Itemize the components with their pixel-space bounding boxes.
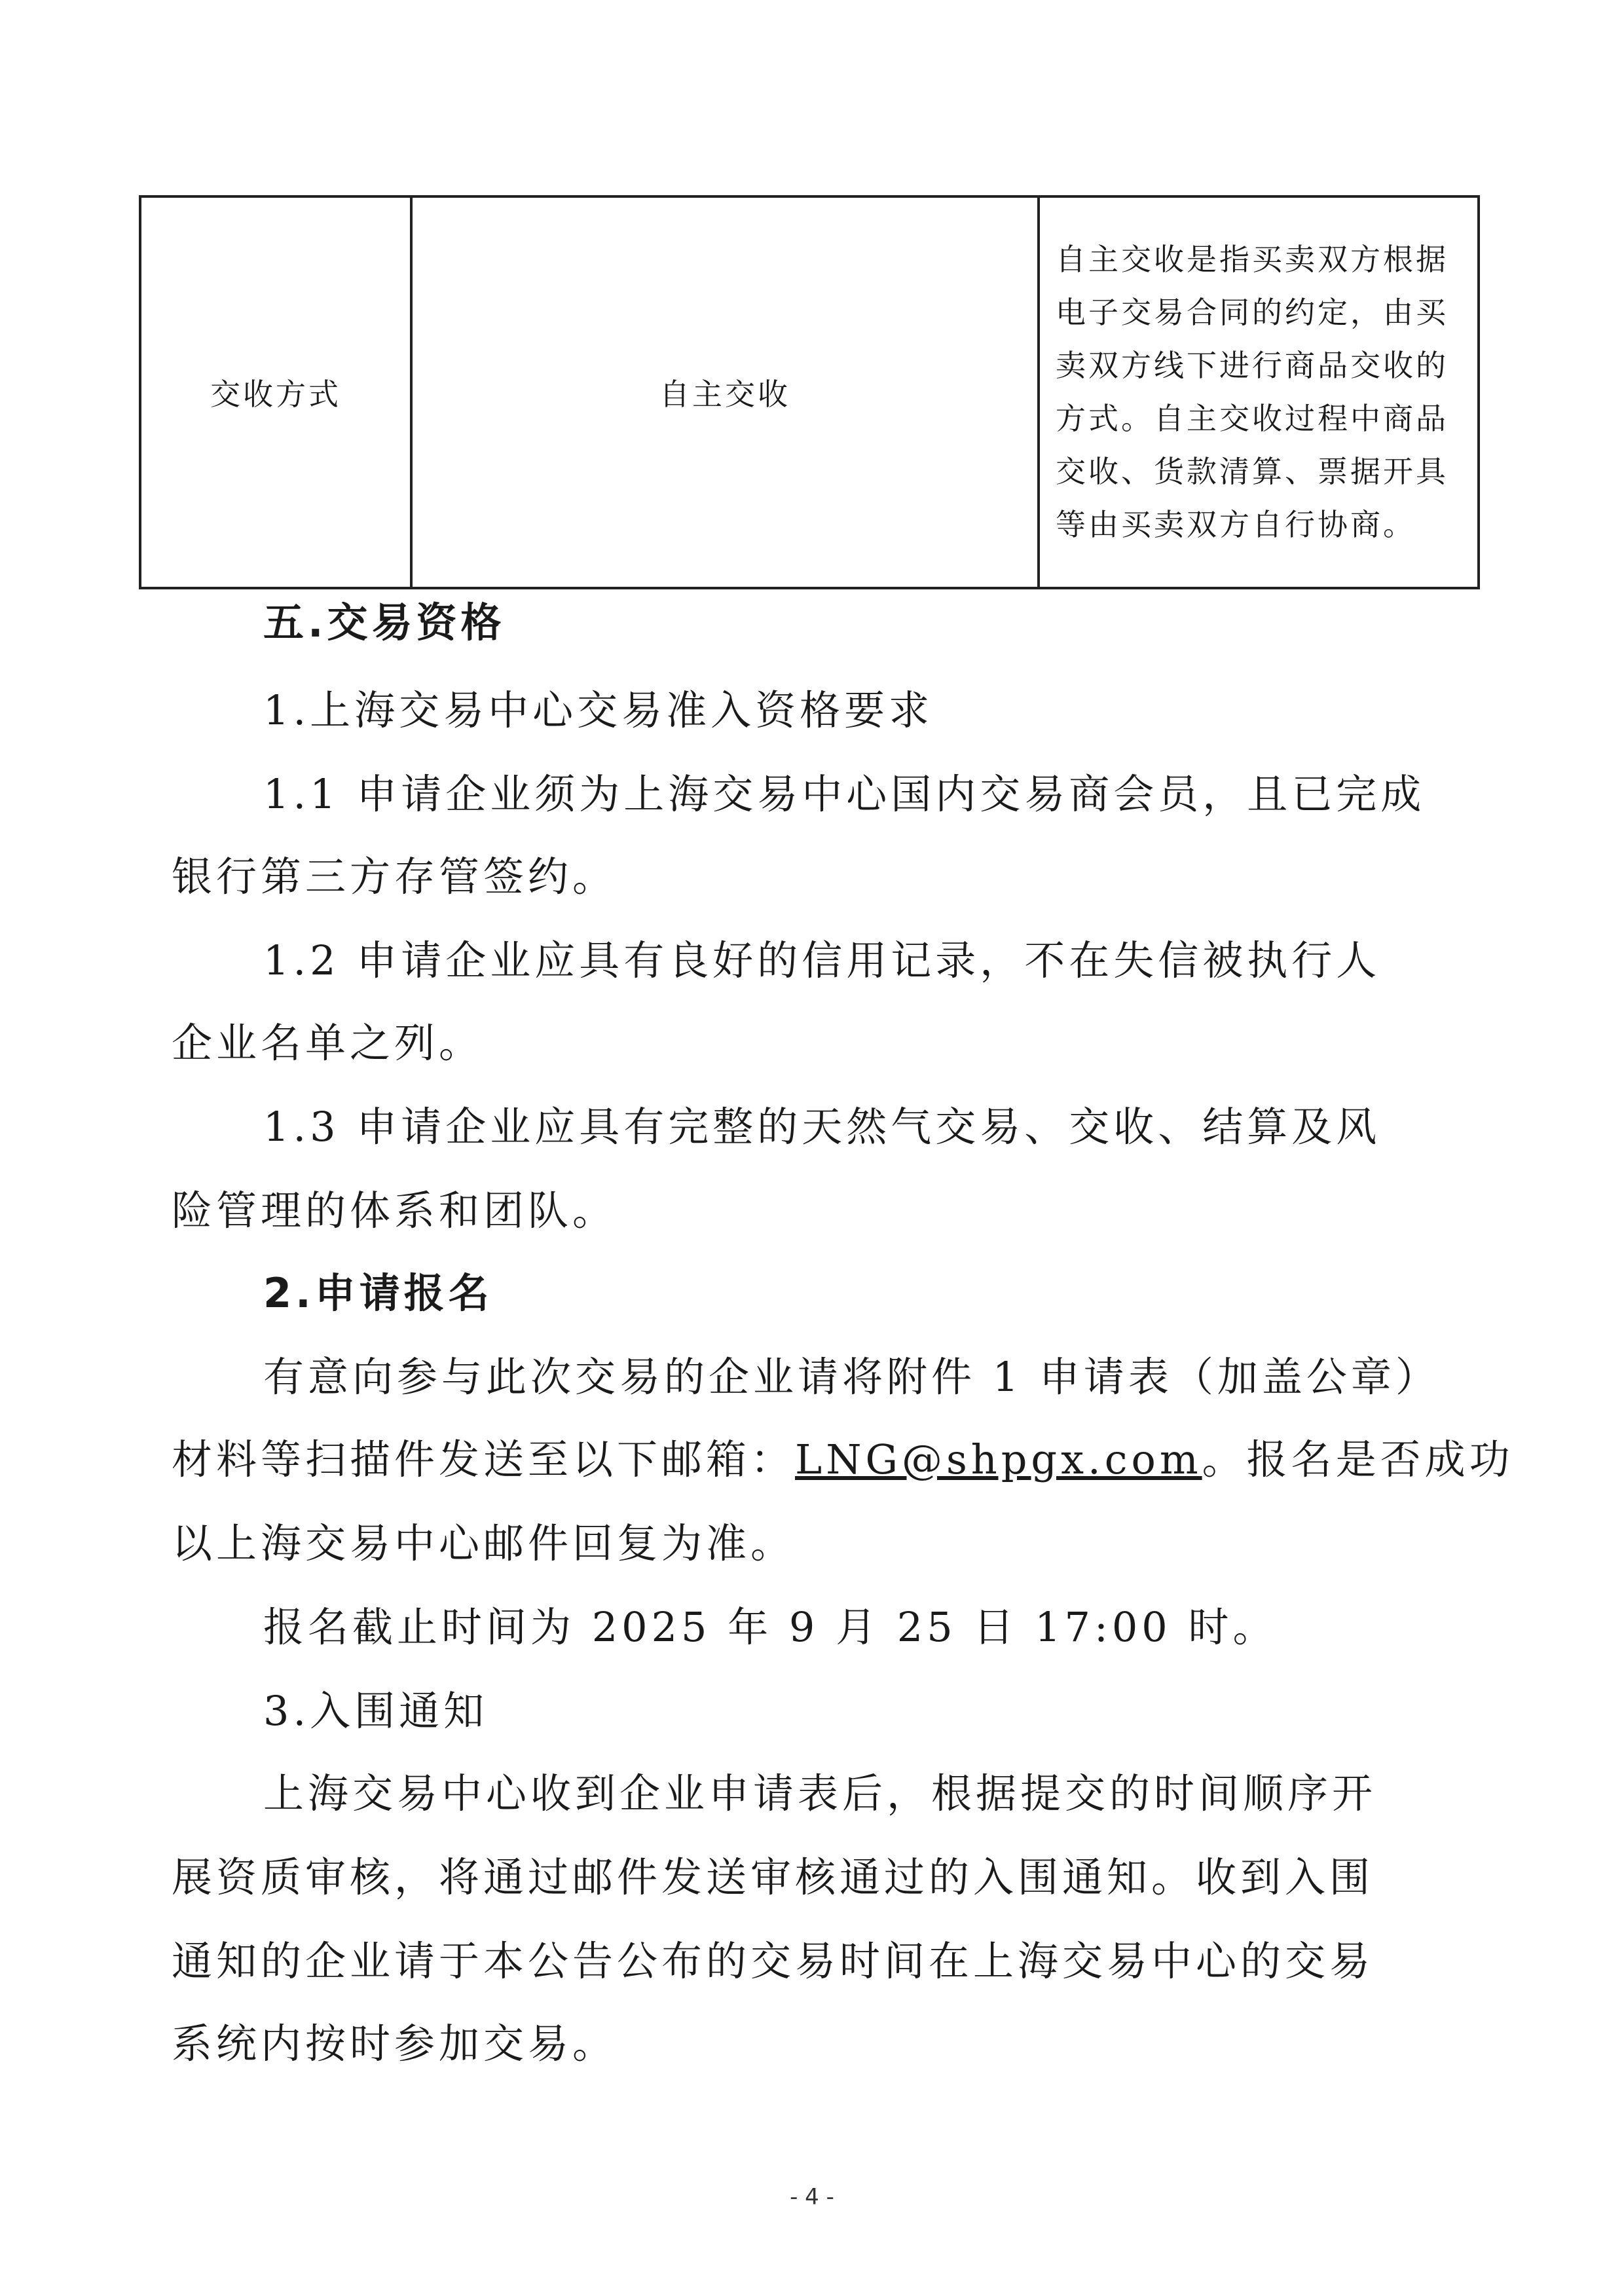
description-line: 交收、货款清算、票据开具 bbox=[1056, 454, 1449, 489]
paragraph-line: 有意向参与此次交易的企业请将附件 1 申请表（加盖公章） bbox=[263, 1353, 1440, 1401]
subsection-3-heading: 3.入围通知 bbox=[263, 1687, 489, 1735]
registration-deadline: 报名截止时间为 2025 年 9 月 25 日 17:00 时。 bbox=[263, 1603, 1278, 1651]
delivery-method-value: 自主交收 bbox=[659, 377, 790, 412]
section-heading: 五.交易资格 bbox=[263, 599, 506, 646]
description-line: 电子交易合同的约定，由买 bbox=[1056, 295, 1449, 330]
description-line: 卖双方线下进行商品交收的 bbox=[1056, 348, 1449, 383]
paragraph-line: 系统内按时参加交易。 bbox=[172, 2020, 618, 2067]
email-link[interactable]: LNG@shpgx.com bbox=[795, 1435, 1202, 1483]
text-fragment: 。报名是否成功 bbox=[1202, 1435, 1514, 1483]
description-line: 方式。自主交收过程中商品 bbox=[1056, 401, 1449, 436]
table-description-cell bbox=[1037, 198, 1477, 587]
paragraph-line: 上海交易中心收到企业申请表后，根据提交的时间顺序开 bbox=[263, 1769, 1377, 1817]
paragraph-line: 展资质审核，将通过邮件发送审核通过的入围通知。收到入围 bbox=[172, 1853, 1375, 1901]
paragraph-line: 险管理的体系和团队。 bbox=[172, 1187, 618, 1234]
paragraph-line: 银行第三方存管签约。 bbox=[172, 853, 618, 900]
paragraph-line: 1.3 申请企业应具有完整的天然气交易、交收、结算及风 bbox=[263, 1103, 1381, 1151]
paragraph-line: 企业名单之列。 bbox=[172, 1019, 484, 1067]
paragraph-line-with-email bbox=[172, 1435, 1514, 1483]
subsection-1-heading: 1.上海交易中心交易准入资格要求 bbox=[263, 686, 934, 734]
paragraph-line: 以上海交易中心邮件回复为准。 bbox=[172, 1519, 796, 1567]
page-number: - 4 - bbox=[790, 2184, 834, 2210]
description-line: 等由买卖双方自行协商。 bbox=[1056, 507, 1416, 542]
subsection-2-heading: 2.申请报名 bbox=[263, 1269, 493, 1317]
paragraph-line: 1.1 申请企业须为上海交易中心国内交易商会员，且已完成 bbox=[263, 770, 1426, 818]
table-value-cell bbox=[410, 198, 1037, 587]
paragraph-line: 1.2 申请企业应具有良好的信用记录，不在失信被执行人 bbox=[263, 936, 1381, 984]
paragraph-line: 通知的企业请于本公告公布的交易时间在上海交易中心的交易 bbox=[172, 1937, 1375, 1985]
description-line: 自主交收是指买卖双方根据 bbox=[1056, 242, 1449, 277]
delivery-method-table bbox=[139, 195, 1480, 589]
delivery-method-description bbox=[1056, 233, 1449, 551]
table-label-cell bbox=[141, 198, 410, 587]
text-fragment: 材料等扫描件发送至以下邮箱： bbox=[172, 1435, 796, 1483]
delivery-method-label: 交收方式 bbox=[210, 377, 341, 412]
